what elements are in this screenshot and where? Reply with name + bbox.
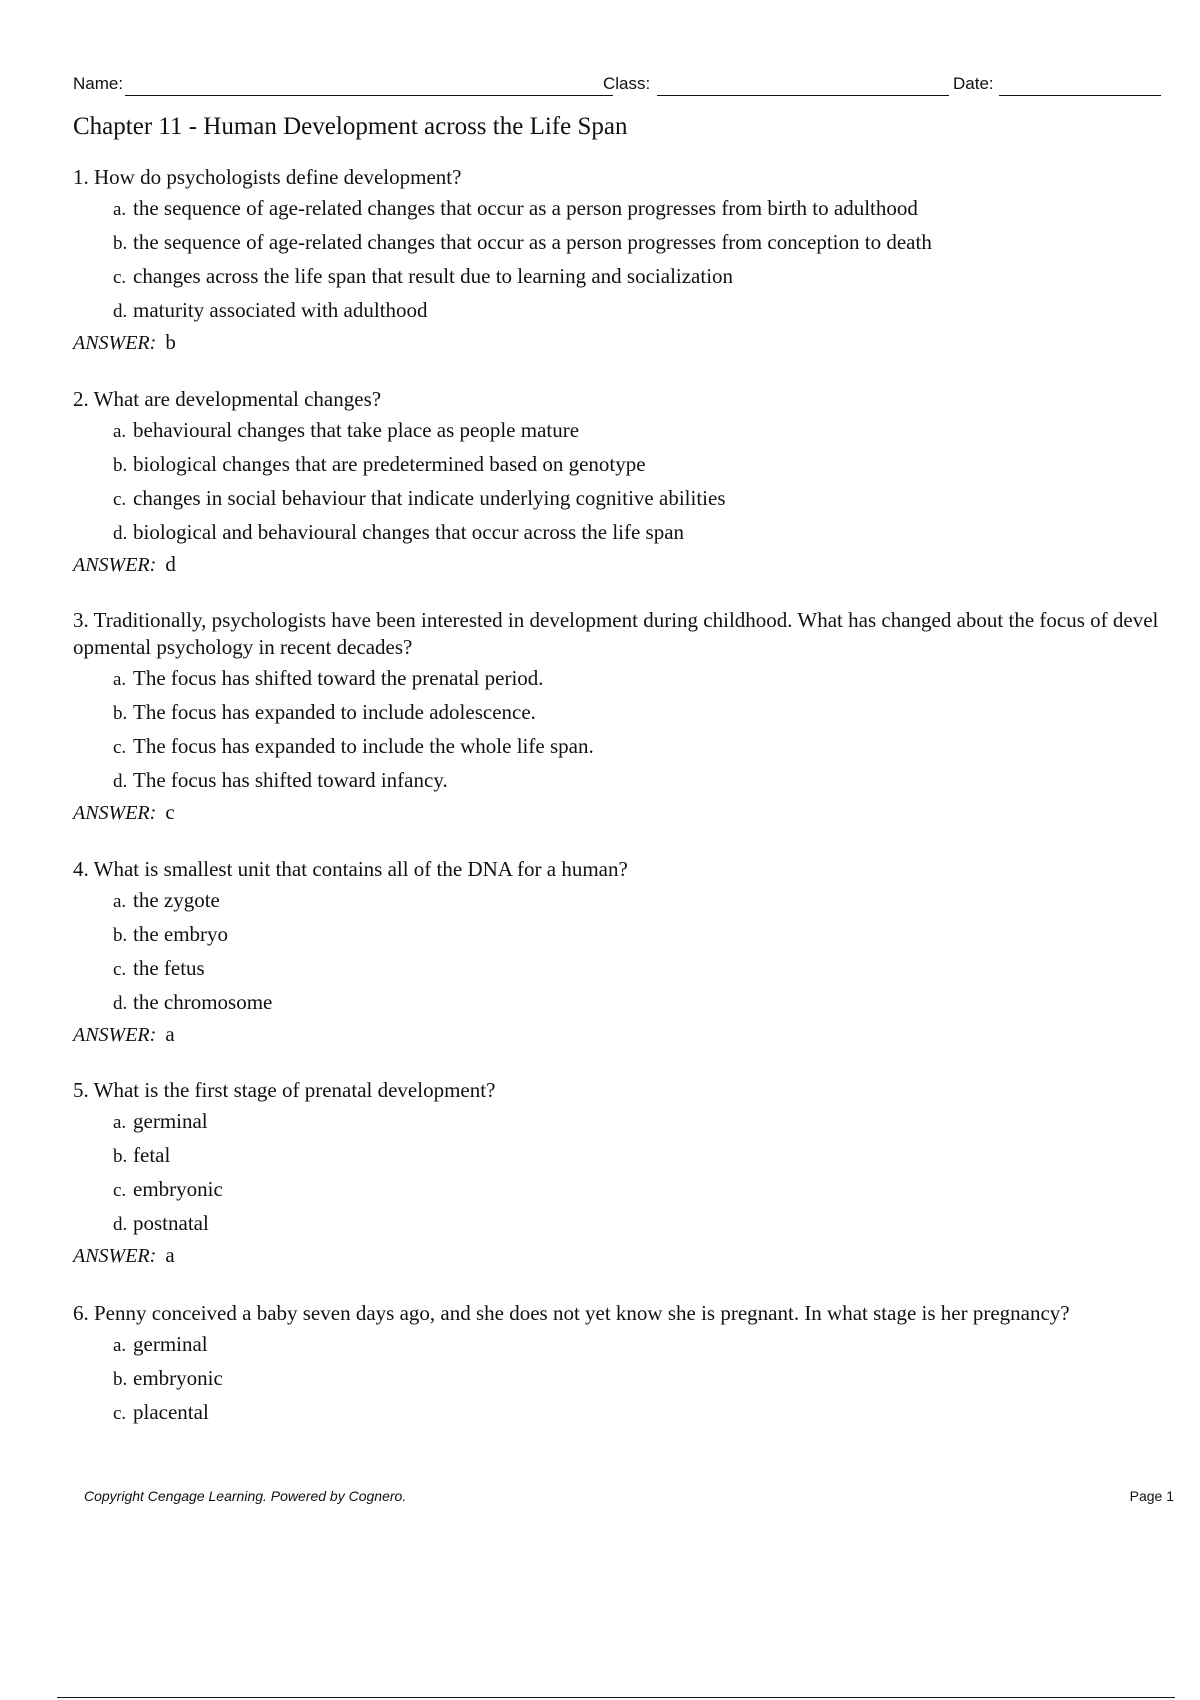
choice-text: changes in social behaviour that indicate underlying cognitive abilities [133, 486, 726, 510]
answer-choice [113, 481, 1165, 515]
choice-text: the fetus [133, 956, 205, 980]
answer-label: ANSWER: [73, 332, 157, 354]
choice-text: changes across the life span that result due to learning and socialization [133, 264, 734, 288]
answer-key [73, 1019, 1165, 1049]
page-number: Page 1 [1129, 1488, 1174, 1504]
class-label: Class: [603, 74, 651, 93]
name-field[interactable] [73, 72, 613, 98]
choice-text: The focus has shifted toward the prenatal period. [133, 666, 544, 690]
answer-choice [113, 729, 1165, 763]
choice-letter: a. [113, 421, 127, 442]
question-stem: 6. Penny conceived a baby seven days ago, and she does not yet know she is pregnant. In what stage is her pregnancy? [73, 1301, 1070, 1325]
choice-letter: c. [113, 489, 127, 510]
name-line [125, 95, 613, 96]
choice-letter: a. [113, 199, 127, 220]
answer-value: c [165, 800, 175, 824]
answer-choice [113, 661, 1165, 695]
answer-value: a [165, 1022, 175, 1046]
answer-value: a [165, 1243, 175, 1267]
answer-choice [113, 191, 1165, 225]
answer-key [73, 327, 1165, 357]
answer-label: ANSWER: [73, 554, 157, 576]
chapter-title: Chapter 11 - Human Development across the Life Span [73, 113, 628, 140]
copyright-notice: Copyright Cengage Learning. Powered by Cognero. [84, 1488, 407, 1504]
choice-text: The focus has shifted toward infancy. [133, 768, 448, 792]
choice-text: germinal [133, 1109, 208, 1133]
date-label: Date: [953, 74, 994, 93]
choice-text: The focus has expanded to include adolescence. [133, 700, 536, 724]
date-field[interactable] [953, 72, 1161, 98]
choice-text: the chromosome [133, 990, 273, 1014]
answer-choice [113, 1172, 1165, 1206]
question-1 [73, 164, 1165, 357]
question-6 [73, 1300, 1165, 1429]
answer-choice [113, 1104, 1165, 1138]
bottom-divider [57, 1697, 1175, 1698]
answer-value: d [165, 552, 176, 576]
class-field[interactable] [603, 72, 949, 98]
choice-letter: c. [113, 959, 127, 980]
choice-letter: d. [113, 523, 128, 544]
answer-choice [113, 951, 1165, 985]
answer-choice [113, 917, 1165, 951]
choice-letter: a. [113, 1112, 127, 1133]
choice-text: placental [133, 1400, 209, 1424]
choice-text: germinal [133, 1332, 208, 1356]
choice-text: the sequence of age-related changes that occur as a person progresses from birth to adulthood [133, 196, 918, 220]
answer-choice [113, 883, 1165, 917]
question-3 [73, 607, 1165, 827]
answer-choice [113, 413, 1165, 447]
choice-letter: b. [113, 925, 128, 946]
choice-letter: c. [113, 1180, 127, 1201]
question-5 [73, 1077, 1165, 1270]
date-line [999, 95, 1161, 96]
answer-choice [113, 1395, 1165, 1429]
answer-choice [113, 447, 1165, 481]
choice-text: postnatal [133, 1211, 209, 1235]
answer-choice [113, 293, 1165, 327]
choice-letter: d. [113, 301, 128, 322]
answer-label: ANSWER: [73, 1245, 157, 1267]
choice-letter: a. [113, 1335, 127, 1356]
choice-letter: d. [113, 1214, 128, 1235]
choice-letter: a. [113, 891, 127, 912]
class-line [657, 95, 949, 96]
choice-letter: b. [113, 455, 128, 476]
answer-choice [113, 763, 1165, 797]
question-stem: 2. What are developmental changes? [73, 387, 382, 411]
question-4 [73, 856, 1165, 1049]
answer-value: b [165, 330, 176, 354]
choice-text: the zygote [133, 888, 220, 912]
choice-letter: d. [113, 993, 128, 1014]
choice-text: the sequence of age-related changes that occur as a person progresses from conception to death [133, 230, 932, 254]
answer-label: ANSWER: [73, 802, 157, 824]
choice-text: the embryo [133, 922, 229, 946]
choice-text: embryonic [133, 1366, 223, 1390]
choice-text: behavioural changes that take place as people mature [133, 418, 580, 442]
choice-letter: d. [113, 771, 128, 792]
choice-text: The focus has expanded to include the whole life span. [133, 734, 594, 758]
choice-letter: b. [113, 1146, 128, 1167]
answer-choice [113, 225, 1165, 259]
answer-key [73, 1240, 1165, 1270]
answer-choice [113, 695, 1165, 729]
choice-letter: a. [113, 669, 127, 690]
choice-letter: c. [113, 1403, 127, 1424]
answer-label: ANSWER: [73, 1024, 157, 1046]
choice-letter: b. [113, 233, 128, 254]
question-stem: 3. Traditionally, psychologists have been interested in development during childhood. What has changed about the focus of developmental psychology in recent decades? [73, 608, 1159, 659]
choice-text: maturity associated with adulthood [133, 298, 428, 322]
answer-choice [113, 515, 1165, 549]
answer-key [73, 549, 1165, 579]
choice-text: embryonic [133, 1177, 223, 1201]
question-2 [73, 386, 1165, 579]
name-label: Name: [73, 74, 124, 93]
choice-letter: c. [113, 267, 127, 288]
answer-choice [113, 259, 1165, 293]
choice-text: fetal [133, 1143, 171, 1167]
answer-choice [113, 985, 1165, 1019]
choice-letter: c. [113, 737, 127, 758]
answer-choice [113, 1206, 1165, 1240]
student-info-header [73, 72, 1161, 102]
choice-letter: b. [113, 1369, 128, 1390]
page-footer [84, 1488, 1174, 1510]
answer-choice [113, 1361, 1165, 1395]
question-stem: 4. What is smallest unit that contains all of the DNA for a human? [73, 857, 628, 881]
choice-text: biological changes that are predetermined based on genotype [133, 452, 646, 476]
choice-text: biological and behavioural changes that occur across the life span [133, 520, 685, 544]
choice-letter: b. [113, 703, 128, 724]
question-stem: 5. What is the first stage of prenatal development? [73, 1078, 496, 1102]
question-stem: 1. How do psychologists define development? [73, 165, 462, 189]
answer-key [73, 797, 1165, 827]
answer-choice [113, 1327, 1165, 1361]
answer-choice [113, 1138, 1165, 1172]
